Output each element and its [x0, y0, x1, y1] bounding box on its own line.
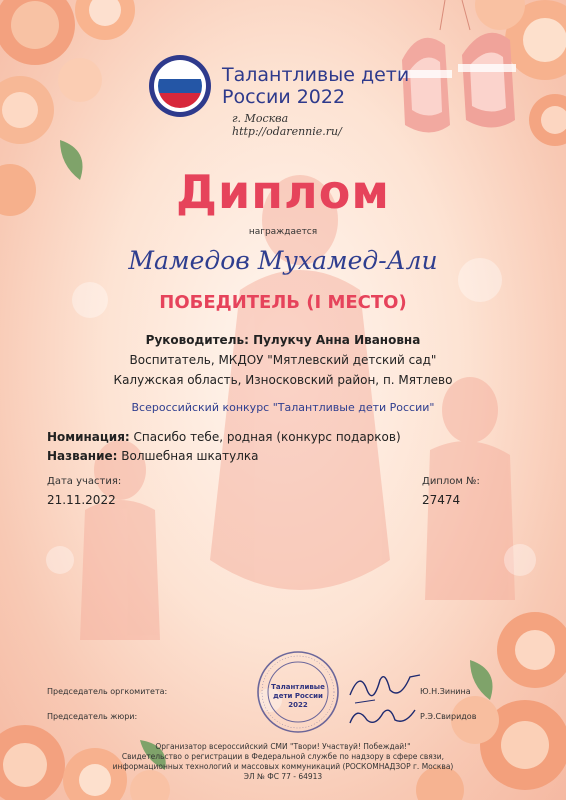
nomination-label: Номинация:: [47, 430, 130, 444]
footer-organizer: [100, 742, 466, 782]
logo-title-line1: Талантливые дети: [222, 64, 410, 86]
org-chair-name: Ю.Н.Зинина: [420, 687, 471, 696]
supervisor-position: Воспитатель, МКДОУ "Мятлевский детский сад": [129, 353, 437, 367]
awarded-label: награждается: [248, 227, 318, 237]
diploma-number-value: 27474: [422, 493, 461, 507]
stamp-text: [256, 683, 340, 710]
jury-chair-name: Р.Э.Свиридов: [420, 712, 477, 721]
date-value: 21.11.2022: [47, 493, 116, 507]
jury-chair-label: Председатель жюри:: [47, 712, 138, 721]
logo-title-line2: России 2022: [222, 86, 346, 108]
diploma-title: Диплом: [176, 165, 390, 219]
footer-line4: ЭЛ № ФС 77 - 64913: [243, 772, 323, 781]
footer-line1: Организатор всероссийский СМИ "Твори! Участвуй! Побеждай!": [155, 742, 411, 751]
work-title-label: Название:: [47, 449, 118, 463]
supervisor-name: Пулукчу Анна Ивановна: [253, 333, 421, 347]
supervisor-label: Руководитель:: [145, 333, 249, 347]
work-title-value: Волшебная шкатулка: [121, 449, 259, 463]
supervisor-location: Калужская область, Износковский район, п. Мятлево: [113, 373, 453, 387]
stamp-line2: дети России: [273, 692, 323, 700]
nomination-line: [47, 430, 401, 444]
recipient-name: Мамедов Мухамед-Али: [128, 246, 438, 275]
russian-flag-logo-icon: [148, 54, 212, 118]
footer-line2: Свидетельство о регистрации в Федеральной службе по надзору в сфере связи,: [121, 752, 445, 761]
stamp-line1: Талантливые: [271, 683, 325, 691]
org-chair-label: Председатель оргкомитета:: [47, 687, 168, 696]
contest-name: Всероссийский конкурс "Талантливые дети России": [131, 401, 435, 414]
supervisor-line: [0, 333, 566, 347]
date-label: Дата участия:: [47, 476, 122, 487]
logo-url: http://odarennie.ru/: [232, 125, 342, 138]
nomination-value: Спасибо тебе, родная (конкурс подарков): [133, 430, 401, 444]
diploma-number-label: Диплом №:: [422, 476, 480, 487]
logo-city: г. Москва: [232, 112, 289, 125]
stamp-year: 2022: [288, 701, 308, 709]
signature-marks: [345, 665, 425, 730]
footer-line3: информационных технологий и массовых коммуникаций (РОСКОМНАДЗОР г. Москва): [112, 762, 454, 771]
work-title-line: [47, 449, 258, 463]
award-place: ПОБЕДИТЕЛЬ (I МЕСТО): [159, 292, 407, 313]
